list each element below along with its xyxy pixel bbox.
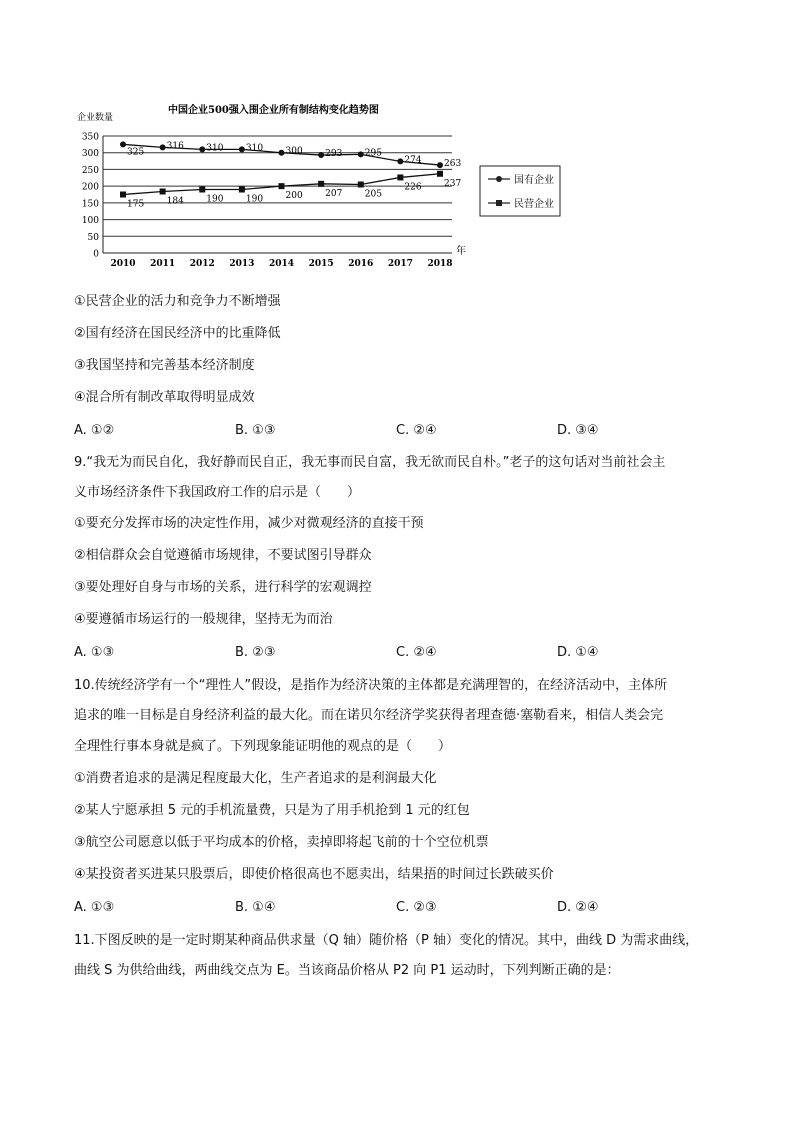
data-label: 184 [166, 196, 184, 207]
q9-item-4: ④要遵循市场运行的一般规律，坚持无为而治 [74, 612, 333, 627]
q10-stem-line-1: 10.传统经济学有一个“理性人”假设，是指作为经济决策的主体都是充满理智的，在经济活动中，主体所 [74, 678, 668, 693]
q9-item-1: ①要充分发挥市场的决定性作用，减少对微观经济的直接干预 [74, 516, 424, 531]
q10-option-a[interactable]: A. ①③ [74, 900, 115, 915]
q8-item-2: ②国有经济在国民经济中的比重降低 [74, 326, 281, 341]
legend-label-state: 国有企业 [514, 175, 554, 186]
x-tick-label: 2013 [229, 259, 255, 269]
q11-stem-line-1: 11.下图反映的是一定时期某种商品供求量（Q 轴）随价格（P 轴）变化的情况。其中，曲线 D 为需求曲线， [74, 933, 699, 948]
data-point-state [120, 141, 126, 147]
data-label: 325 [127, 147, 145, 158]
q10-option-b[interactable]: B. ①④ [235, 900, 276, 915]
legend-marker-state [496, 176, 502, 182]
chart-svg [70, 96, 570, 271]
x-tick-label: 2017 [387, 259, 413, 269]
data-point-private [437, 171, 443, 177]
chart-title: 中国企业500强入围企业所有制结构变化趋势图 [168, 105, 379, 116]
q9-option-a[interactable]: A. ①③ [74, 645, 115, 660]
q8-item-3: ③我国坚持和完善基本经济制度 [74, 358, 255, 373]
data-point-state [397, 158, 403, 164]
chart-x-ticks [110, 259, 452, 269]
x-tick-label: 2011 [150, 259, 176, 269]
data-point-state [160, 144, 166, 150]
data-point-private [239, 186, 245, 192]
q8-option-a[interactable]: A. ①② [74, 423, 115, 438]
data-point-private [358, 181, 364, 187]
y-tick-label: 0 [93, 249, 99, 260]
q9-stem-line-2: 义市场经济条件下我国政府工作的启示是（ ） [74, 485, 361, 500]
y-tick-label: 250 [81, 165, 99, 176]
data-label: 190 [245, 194, 264, 205]
chart-xlabel: 年 [456, 246, 466, 257]
data-label: 207 [325, 188, 343, 199]
data-point-state [199, 146, 205, 152]
ownership-trend-chart [70, 96, 570, 271]
x-tick-label: 2016 [348, 259, 374, 269]
legend-marker-private [496, 200, 502, 206]
x-tick-label: 2018 [427, 259, 453, 269]
data-label: 190 [206, 194, 224, 205]
y-tick-label: 50 [87, 232, 99, 243]
q8-option-c[interactable]: C. ②④ [396, 423, 437, 438]
chart-legend [480, 166, 560, 216]
q9-option-b[interactable]: B. ②③ [235, 645, 276, 660]
data-point-private [279, 183, 285, 189]
q8-option-d[interactable]: D. ③④ [557, 423, 599, 438]
q8-item-4: ④混合所有制改革取得明显成效 [74, 390, 255, 405]
q9-option-c[interactable]: C. ②④ [396, 645, 437, 660]
data-label: 226 [404, 182, 422, 193]
data-point-private [160, 188, 166, 194]
chart-ylabel: 企业数量 [77, 113, 114, 123]
q10-stem-line-2: 追求的唯一目标是自身经济利益的最大化。而在诺贝尔经济学奖获得者理查德·塞勒看来，相信人类会完 [74, 708, 664, 723]
data-label: 310 [245, 143, 264, 154]
data-point-state [437, 162, 443, 168]
q8-item-1: ①民营企业的活力和竞争力不断增强 [74, 294, 281, 309]
y-tick-label: 150 [81, 199, 99, 210]
data-point-state [358, 151, 364, 157]
data-point-private [318, 181, 324, 187]
x-tick-label: 2012 [189, 259, 215, 269]
data-label: 293 [325, 149, 343, 160]
data-label: 205 [364, 189, 382, 200]
data-point-state [239, 146, 245, 152]
q10-option-c[interactable]: C. ②③ [396, 900, 437, 915]
x-tick-label: 2014 [268, 259, 295, 269]
y-tick-label: 200 [81, 182, 99, 193]
y-tick-label: 300 [81, 149, 99, 160]
q9-item-3: ③要处理好自身与市场的关系，进行科学的宏观调控 [74, 580, 372, 595]
data-label: 175 [127, 199, 145, 210]
q8-option-b[interactable]: B. ①③ [235, 423, 276, 438]
x-tick-label: 2015 [308, 259, 334, 269]
data-label: 316 [166, 141, 184, 152]
q10-item-3: ③航空公司愿意以低于平均成本的价格，卖掉即将起飞前的十个空位机票 [74, 835, 489, 850]
legend-label-private: 民营企业 [514, 199, 554, 210]
data-point-private [120, 192, 126, 198]
y-tick-label: 350 [81, 132, 99, 143]
q9-option-d[interactable]: D. ①④ [557, 645, 599, 660]
q10-item-2: ②某人宁愿承担 5 元的手机流量费，只是为了用手机抢到 1 元的红包 [74, 803, 470, 818]
q9-item-2: ②相信群众会自觉遵循市场规律，不要试图引导群众 [74, 548, 372, 563]
data-point-private [397, 174, 403, 180]
chart-series [120, 141, 461, 209]
data-point-state [279, 150, 285, 156]
data-label: 310 [206, 143, 224, 154]
q10-item-1: ①消费者追求的是满足程度最大化，生产者追求的是利润最大化 [74, 771, 437, 786]
q10-item-4: ④某投资者买进某只股票后，即使价格很高也不愿卖出，结果捂的时间过长跌破买价 [74, 867, 554, 882]
data-label: 295 [364, 148, 382, 159]
q9-stem-line-1: 9.“我无为而民自化，我好静而民自正，我无事而民自富，我无欲而民自朴。”老子的这句话对当前社会主 [74, 455, 666, 470]
data-label: 237 [444, 178, 462, 189]
q10-option-d[interactable]: D. ②④ [557, 900, 599, 915]
chart-grid [103, 136, 452, 253]
y-tick-label: 100 [81, 216, 99, 227]
q10-stem-line-3: 全理性行事本身就是疯了。下列现象能证明他的观点的是（ ） [74, 739, 452, 754]
data-label: 200 [285, 191, 303, 202]
chart-y-ticks [82, 133, 99, 260]
x-tick-label: 2010 [110, 259, 136, 269]
data-label: 274 [404, 155, 422, 166]
data-label: 263 [444, 159, 462, 170]
data-point-private [199, 186, 205, 192]
q11-stem-line-2: 曲线 S 为供给曲线，两曲线交点为 E。当该商品价格从 P2 向 P1 运动时，下列判断正确的是： [74, 963, 620, 978]
data-label: 300 [285, 146, 303, 157]
data-point-state [318, 152, 324, 158]
